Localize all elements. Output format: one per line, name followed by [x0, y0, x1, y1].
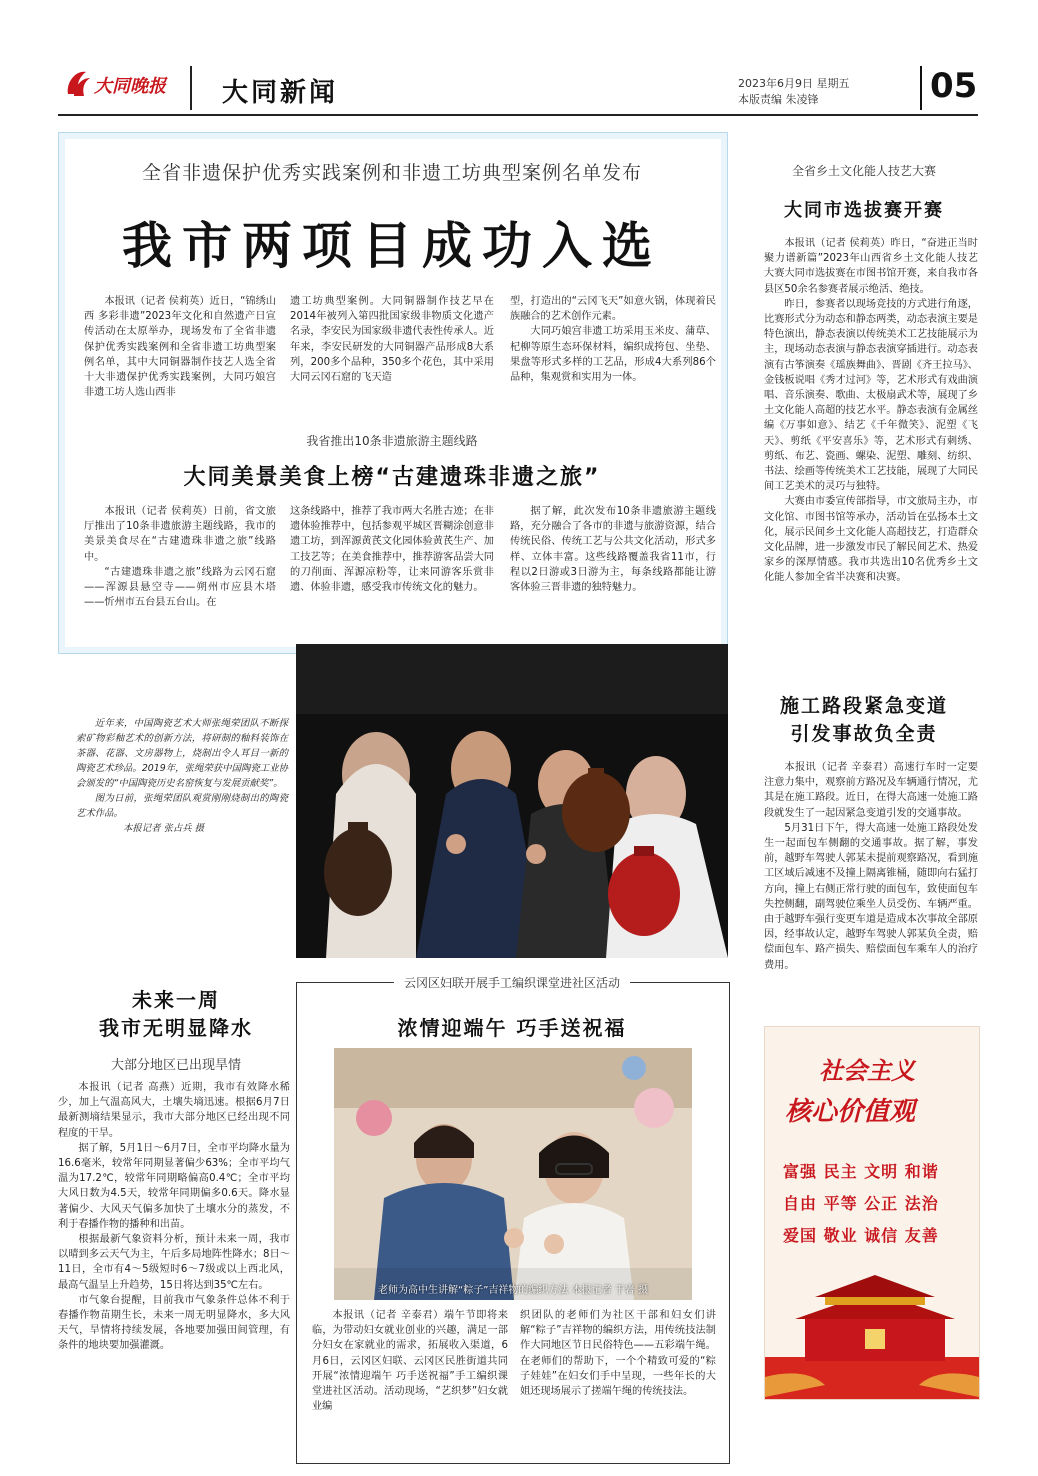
- weaving-headline: 浓情迎端午 巧手送祝福: [397, 1016, 627, 1040]
- pottery-photo-image: [296, 644, 728, 958]
- lead-column-1: [84, 294, 276, 400]
- lead-paragraph: 型，打造出的“云冈飞天”如意火锅，体现着民族融合的艺术创作元素。: [510, 296, 716, 323]
- issue-date: 2023年6月9日 星期五: [738, 77, 850, 90]
- weather-subhead: 大部分地区已出现旱情: [110, 1058, 241, 1073]
- weather-paragraph: 本报讯（记者 高燕）近期，我市有效降水稀少，加上气温高风大，土壤失墒迅速。根据6月7日最新测墒结果显示，我市大部分地区已经出现不同程度的干旱。: [58, 1082, 290, 1139]
- tour-headline: 大同美景美食上榜“古建遗珠非遗之旅”: [183, 465, 601, 490]
- weather-headline: [58, 986, 294, 1042]
- masthead-divider: [190, 66, 192, 110]
- lead-headline: 我市两项目成功入选: [122, 216, 662, 275]
- lead-kicker: 全省非遗保护优秀实践案例和非遗工坊典型案例名单发布: [141, 162, 642, 184]
- weather-headline-line1: 未来一周: [132, 988, 220, 1012]
- poster-values-row: 富强 民主 文明 和谐: [783, 1162, 939, 1181]
- accident-headline: [744, 692, 984, 748]
- accident-paragraph: 5月31日下午，得大高速一处施工路段处发生一起面包车侧翻的交通事故。据了解，事发前，越野车驾驶人郭某未提前观察路况，看到施工区域后减速不及撞上隔离锥桶，随即向右猛打方向，撞上右侧正常行驶的面包车，致使面包车失控侧翻，副驾驶位乘坐人员受伤、车辆严重。由于越野车强行变更车道是造成本次事故全部原因，经事故认定，越野车驾驶人郭某负全责，赔偿面包车、路产损失、赔偿面包车乘车人的治疗费用。: [764, 822, 978, 971]
- section-title: 大同新闻: [222, 78, 339, 108]
- weaving-column-1: [312, 1308, 508, 1414]
- tour-paragraph: 本报讯（记者 侯莉英）日前，省文旅厅推出了10条非遗旅游主题线路，我市的美景美食尽在“古建遗珠非遗之旅”线路中。: [84, 506, 276, 563]
- weaving-paragraph: 织团队的老师们为社区干部和妇女们讲解“粽子”吉祥物的编织方法，用传统技法制作大同地区节日民俗特色——五彩端午绳。在老师们的帮助下，一个个精致可爱的“粽子娃娃”在妇女们手中呈现，一些年长的大姐还现场展示了搓端午绳的传统技法。: [520, 1310, 716, 1398]
- issue-info: [738, 76, 850, 108]
- poster-title-line1: 社会主义: [819, 1056, 915, 1085]
- weaving-paragraph: 本报讯（记者 辛泰君）端午节即将来临，为带动妇女就业创业的兴趣，满足一部分妇女在家就业的需求，拓展收入渠道，6月6日，云冈区妇联、云冈区民胜街道共同开展“浓情迎端午 巧手送祝福”手工编织课堂进社区活动。活动现场，“艺织梦”妇女就业编: [312, 1310, 508, 1413]
- weather-paragraph: 根据最新气象资料分析，预计未来一周，我市以晴到多云天气为主，午后多局地阵性降水；8日～11日，全市有4～5级短时6～7级或以上西北风，最高气温呈上升趋势，15日将达到35℃左右。: [58, 1234, 290, 1291]
- weaving-kicker: [296, 974, 728, 991]
- tour-column-2: [290, 504, 494, 595]
- lead-column-3: [510, 294, 716, 385]
- weather-paragraph: 据了解，5月1日～6月7日，全市平均降水量为16.6毫米，较常年同期显著偏少63%；全市平均气温为17.2℃，较常年同期略偏高0.4℃；全市平均大风日数为4.5天，较常年同期偏多0.6天。降水显著偏少、大风天气偏多加快了土壤水分的蒸发，不利于春播作物的播种和出苗。: [58, 1142, 290, 1230]
- tour-paragraph: “古建遗珠非遗之旅”线路为云冈石窟——浑源县悬空寺——朔州市应县木塔——忻州市五台县五台山。在: [84, 566, 276, 609]
- pottery-caption-text: 图为日前，张绳荣团队观赏刚刚烧制出的陶瓷艺术作品。: [76, 793, 288, 819]
- tour-paragraph: 这条线路中，推荐了我市两大名胜古迹；在非遗体验推荐中，包括参观平城区晋糊涂创意非遗工坊，到浑源黄芪文化园体验黄芪生产、加工技艺等；在美食推荐中，推荐游客品尝大同的刀削面、浑源凉粉等，让来同游客乐赏非遗、体验非遗，感受我市传统文化的魅力。: [290, 506, 494, 594]
- lead-paragraph: 遗工坊典型案例。大同铜器制作技艺早在2014年被列入第四批国家级非物质文化遗产名录，李安民为国家级非遗代表性传承人。近年来，李安民研发的大同铜器产品形成8大系列，200多个品种，350多个花色，其中采用大同云冈石窟的飞天造: [290, 296, 494, 384]
- accident-paragraph: 本报讯（记者 辛泰君）高速行车时一定要注意力集中，观察前方路况及车辆通行情况，尤其是在施工路段。近日，在得大高速一处施工路段就发生了一起因紧急变道引发的交通事故。: [764, 762, 978, 819]
- masthead-rule: [58, 114, 978, 116]
- tour-column-3: [510, 504, 716, 595]
- page-number: 05: [930, 66, 978, 106]
- poster-values-row: 爱国 敬业 诚信 友善: [783, 1226, 939, 1245]
- pottery-caption: [76, 716, 288, 836]
- accident-headline-line2: 引发事故负全责: [790, 723, 938, 745]
- tour-paragraph: 据了解，此次发布10条非遗旅游主题线路，充分融合了各市的非遗与旅游资源，结合传统民俗、传统工艺与公共文化活动，形式多样、立体丰富。这些线路覆盖我省11市，行程以2日游或3日游为主，每条线路都能让游客体验三晋非遗的独特魅力。: [510, 506, 716, 594]
- poster-title-line2: 核心价值观: [785, 1097, 916, 1127]
- lead-paragraph: 大同巧娘宫非遗工坊采用玉米皮、蒲草、杞柳等原生态环保材料，编织成挎包、坐垫、果盘等形式多样的工艺品，形成4大系列86个品种，集观赏和实用为一体。: [510, 326, 716, 384]
- contest-headline: 大同市选拔赛开赛: [784, 200, 944, 221]
- page-number-divider: [920, 66, 922, 110]
- tour-column-1: [84, 504, 276, 610]
- pottery-photo-credit: 本报记者 张占兵 摄: [123, 823, 204, 834]
- pottery-photo: [296, 644, 728, 958]
- weaving-kicker-text: 云冈区妇联开展手工编织课堂进社区活动: [394, 976, 630, 990]
- page-editor: 本版责编 朱凌锋: [738, 93, 819, 106]
- contest-paragraph: 本报讯（记者 侯莉英）昨日，“奋进正当时 聚力谱新篇”2023年山西省乡土文化能人技艺大赛大同市选拔赛在市图书馆开赛，来自我市各县区50余名参赛者展示绝活、绝技。: [764, 238, 978, 295]
- accident-body: [764, 760, 978, 973]
- contest-body: [764, 236, 978, 586]
- weather-body: [58, 1080, 290, 1354]
- contest-kicker: 全省乡土文化能人技艺大赛: [791, 164, 936, 178]
- core-values-poster: [764, 1026, 980, 1400]
- lead-column-2: [290, 294, 494, 385]
- weaving-photo-image: [334, 1048, 692, 1300]
- contest-paragraph: 昨日，参赛者以现场竞技的方式进行角逐，比赛形式分为动态和静态两类，动态表演主要是特色演出，静态表演以传统美术工艺技能展示为主，现场动态表演与静态表演穿插进行。动态表演有古筝演奏《瑶族舞曲》、晋剧《齐王拉马》、金钱板说唱《秀才过河》等，艺术形式有戏曲演唱、音乐演奏、歌曲、太极扇武术等，展现了乡土文化能人高超的技艺水平。静态表演有金属丝编《万事如意》、结艺《千年微笑》、泥塑《飞天》、剪纸《平安喜乐》等，艺术形式有刺绣、剪纸、布艺、瓷画、螺染、泥塑、雕刻、纺织、书法、绘画等传统美术工艺技能，展现了大同民间工艺美术的灵巧与独特。: [764, 298, 978, 493]
- weather-paragraph: 市气象台提醒，目前我市气象条件总体不利于春播作物苗期生长，未来一周无明显降水，多大风天气，旱情将持续发展，各地要加强田间管理，有条件的地块要加强灌溉。: [58, 1294, 290, 1352]
- pottery-caption-text: 近年来，中国陶瓷艺术大师张绳荣团队不断探索矿物彩釉艺术的创新方法，将研制的釉料装饰在茶器、花器、文房器物上，烧制出令人耳目一新的陶瓷艺术珍品。2019年，张绳荣获中国陶瓷工业协会颁发的“中国陶瓷历史名窑恢复与发展贡献奖”。: [76, 718, 288, 789]
- logo-text: 大同晚报: [94, 76, 166, 97]
- contest-paragraph: 大赛由市委宣传部指导，市文旅局主办，市文化馆、市图书馆等承办，活动旨在弘扬本土文化，展示民间乡土文化能人高超技艺，打造群众文化品牌，进一步激发市民了解民间艺术、热爱家乡的深厚情感。我市共选出10名优秀乡土文化能人参加全省半决赛和决赛。: [764, 496, 978, 584]
- weaving-photo: [334, 1048, 692, 1300]
- poster-values-row: 自由 平等 公正 法治: [783, 1194, 939, 1213]
- lead-paragraph: 本报讯（记者 侯莉英）近日，“锦绣山西 多彩非遗”2023年文化和自然遗产日宣传活动在太原举办，现场发布了全省非遗保护优秀实践案例和全省非遗工坊典型案例名单，其中大同铜器制作技艺人选全省十大非遗保护优秀实践案例，大同巧娘宫非遗工坊人选山西非: [84, 296, 276, 399]
- weaving-photo-caption: 老师为高中生讲解“粽子”吉祥物的编织方法 本报记者 于岩 摄: [378, 1285, 648, 1296]
- accident-headline-line1: 施工路段紧急变道: [779, 695, 948, 717]
- newspaper-logo: [62, 64, 182, 104]
- weaving-column-2: [520, 1308, 716, 1399]
- tiananmen-icon: [765, 1257, 979, 1399]
- tour-kicker: 我省推出10条非遗旅游主题线路: [306, 434, 478, 448]
- weather-headline-line2: 我市无明显降水: [99, 1016, 253, 1040]
